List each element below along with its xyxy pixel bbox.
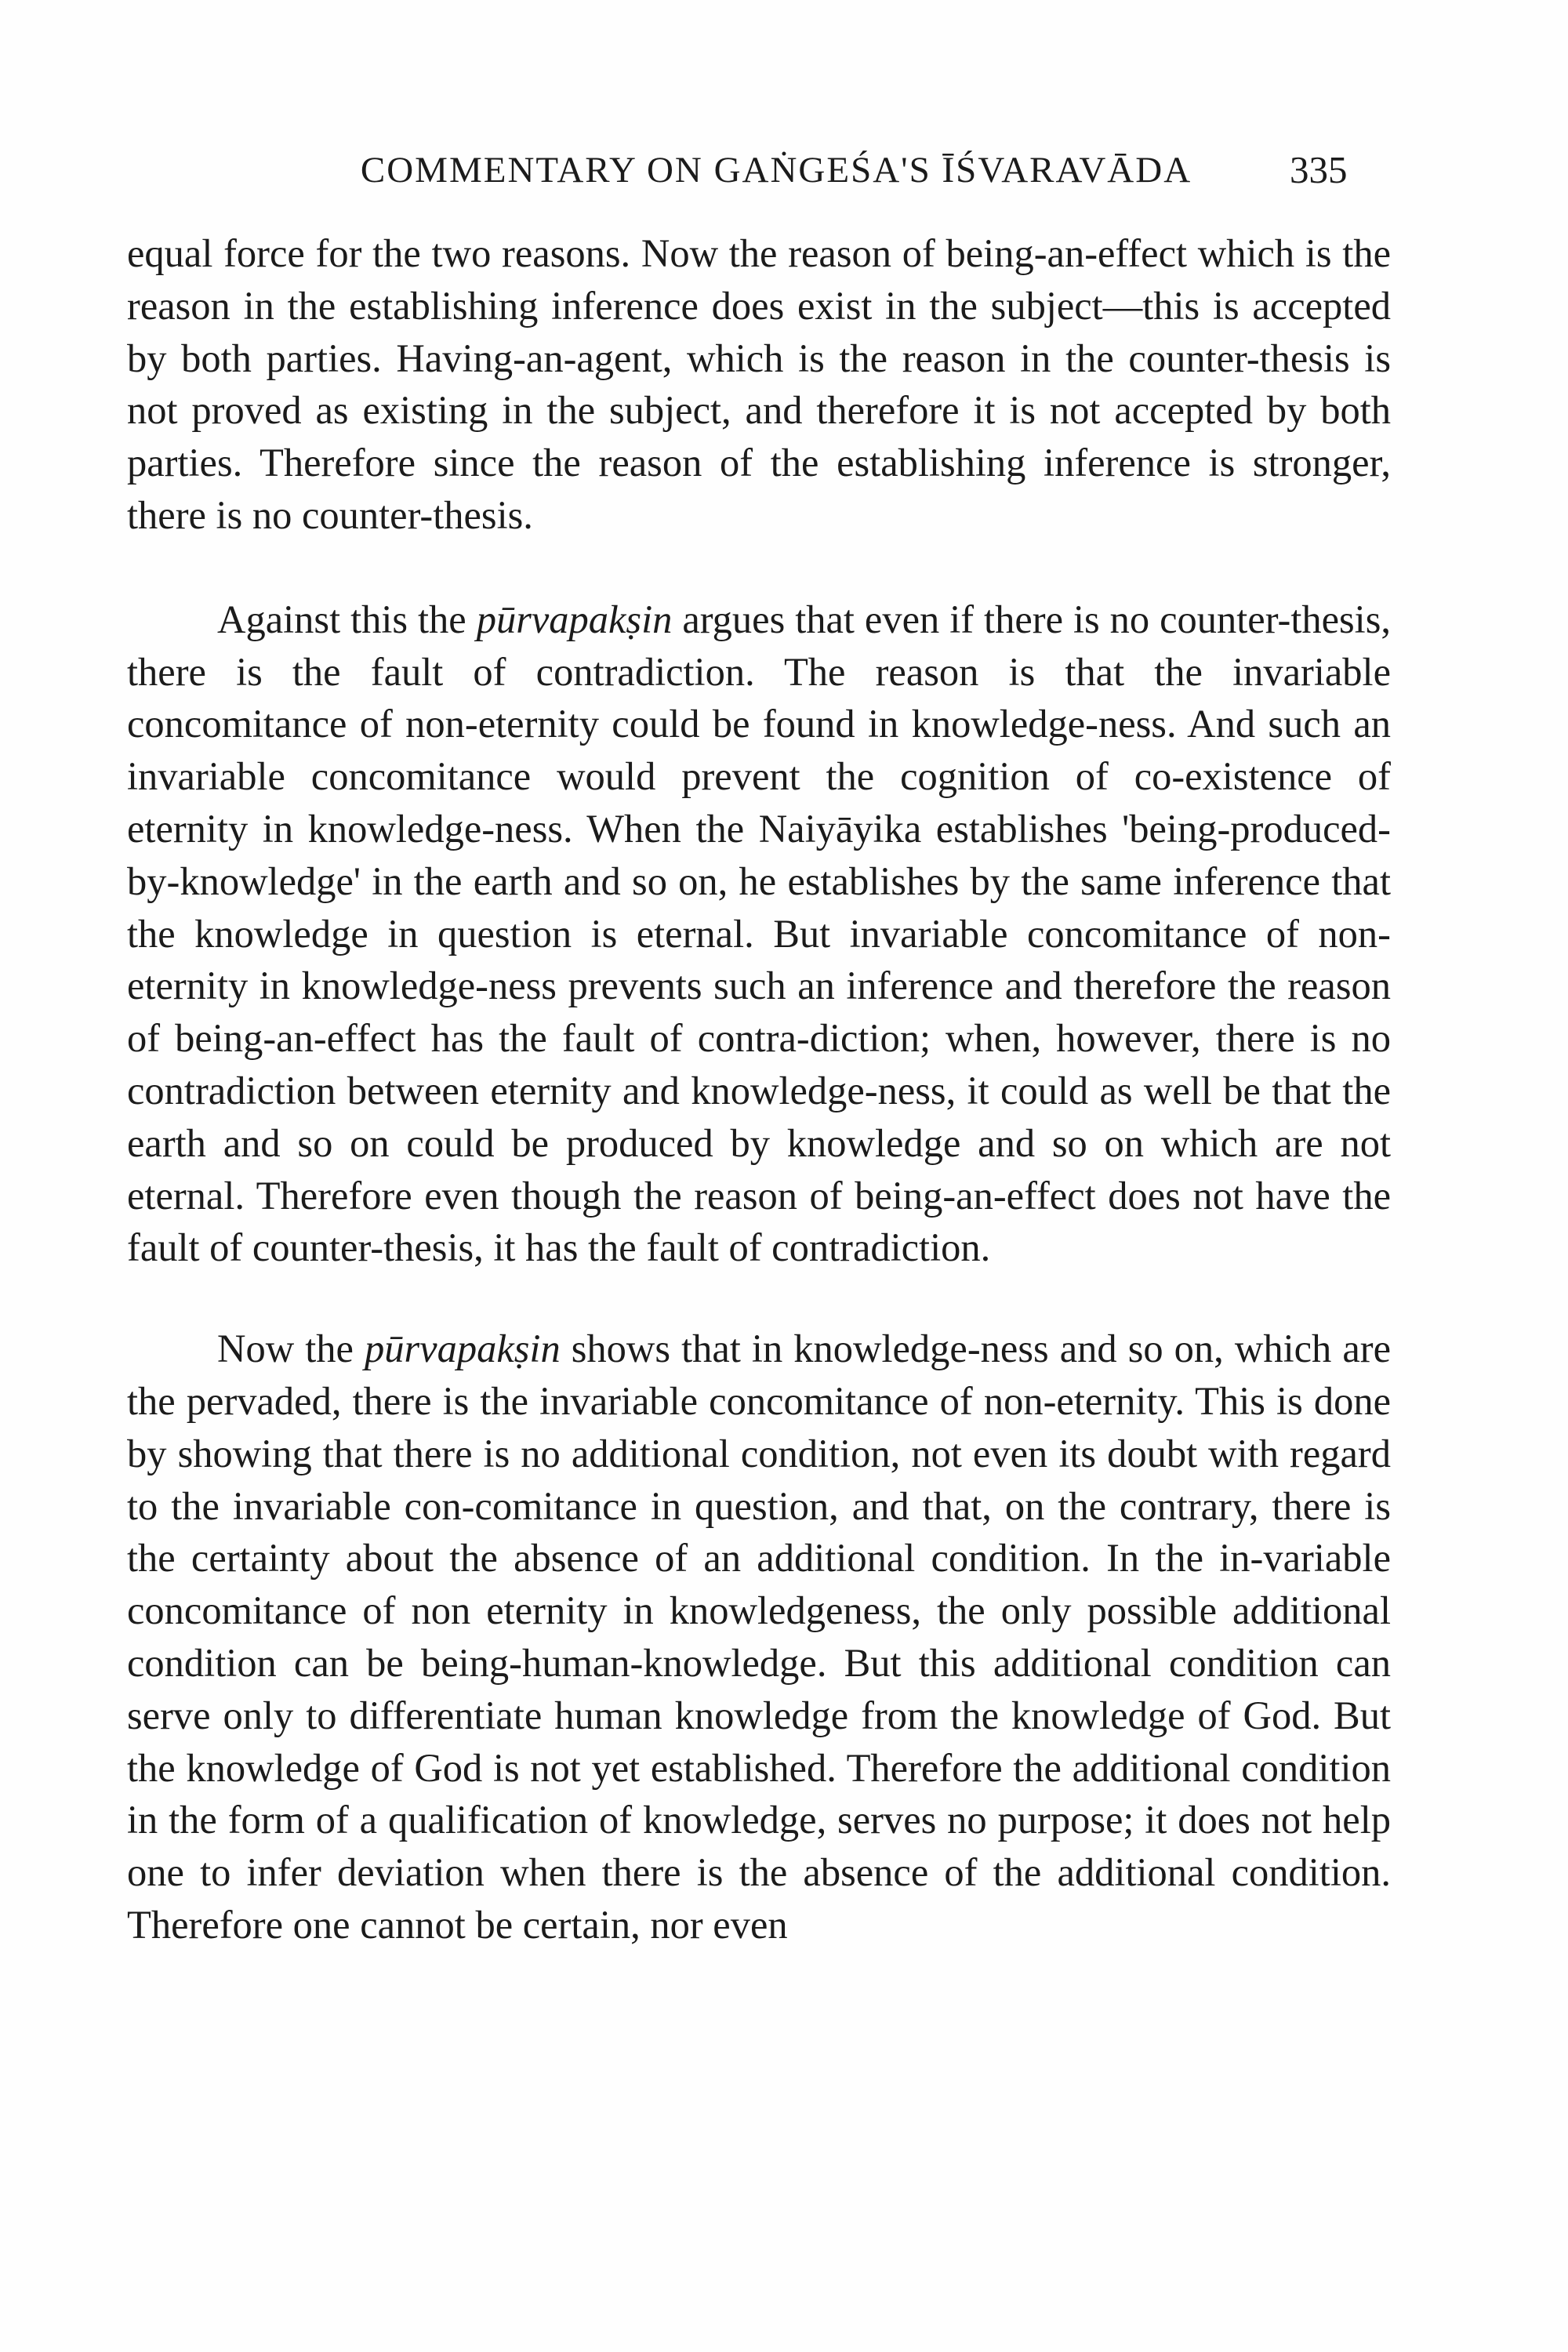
running-title: COMMENTARY ON GAṄGEŚA'S ĪŚVARAVĀDA (360, 150, 1192, 191)
paragraph-2-rest: argues that even if there is no counter-thesis, there is the fault of contradiction. The reason is that the invariable concomitance of non-eternity could be found in knowledge-ness. And such an invariable concomitance would prevent the cognition of co-existence of eternity in knowledge-ness. When the Naiyāyika establishes 'being-produced-by-knowledge' in the earth and so on, he establishes by the same inference that the knowledge in question is eternal. But invariable concomitance of non-eternity in knowledge-ness prevents such an inference and therefore the reason of being-an-effect has the fault of contra-diction; when, however, there is no contradiction between eternity and knowledge-ness, it could as well be that the earth and so on could be produced by knowledge and so on which are not eternal. Therefore even though the reason of being-an-effect does not have the fault of counter-thesis, it has the fault of contradiction. (127, 597, 1391, 1270)
paragraph-2 (127, 593, 1391, 1274)
term-purvapaksin: pūrvapakṣin (365, 1327, 561, 1371)
paragraph-3-lead: Now the (217, 1327, 365, 1371)
paragraph-2-lead: Against this the (217, 597, 477, 641)
term-purvapaksin: pūrvapakṣin (476, 597, 673, 641)
paragraph-3-rest: shows that in knowledge-ness and so on, which are the pervaded, there is the invariable concomitance of non-eternity. This is done by showing that there is no additional condition, not even its doubt with regard to the invariable con-comitance in question, and that, on the contrary, there is the certainty about the absence of an additional condition. In the in-variable concomitance of non eternity in knowledgeness, the only possible additional condition can be being-human-knowledge. But this additional condition can serve only to differentiate human knowledge from the knowledge of God. But the knowledge of God is not yet established. Therefore the additional condition in the form of a qualification of knowledge, serves no purpose; it does not help one to infer deviation when there is the absence of the additional condition. Therefore one cannot be certain, nor even (127, 1327, 1391, 1947)
paragraph-3 (127, 1323, 1391, 1951)
paragraph-1: equal force for the two reasons. Now the reason of being-an-effect which is the reason in the establishing inference does exist in the subject—this is accepted by both parties. Having-an-agent, which is the reason in the counter-thesis is not proved as existing in the subject, and therefore it is not accepted by both parties. Therefore since the reason of the establishing inference is stronger, there is no counter-thesis. (127, 231, 1391, 537)
body-text (127, 227, 1391, 1951)
page-number: 335 (1290, 148, 1348, 191)
